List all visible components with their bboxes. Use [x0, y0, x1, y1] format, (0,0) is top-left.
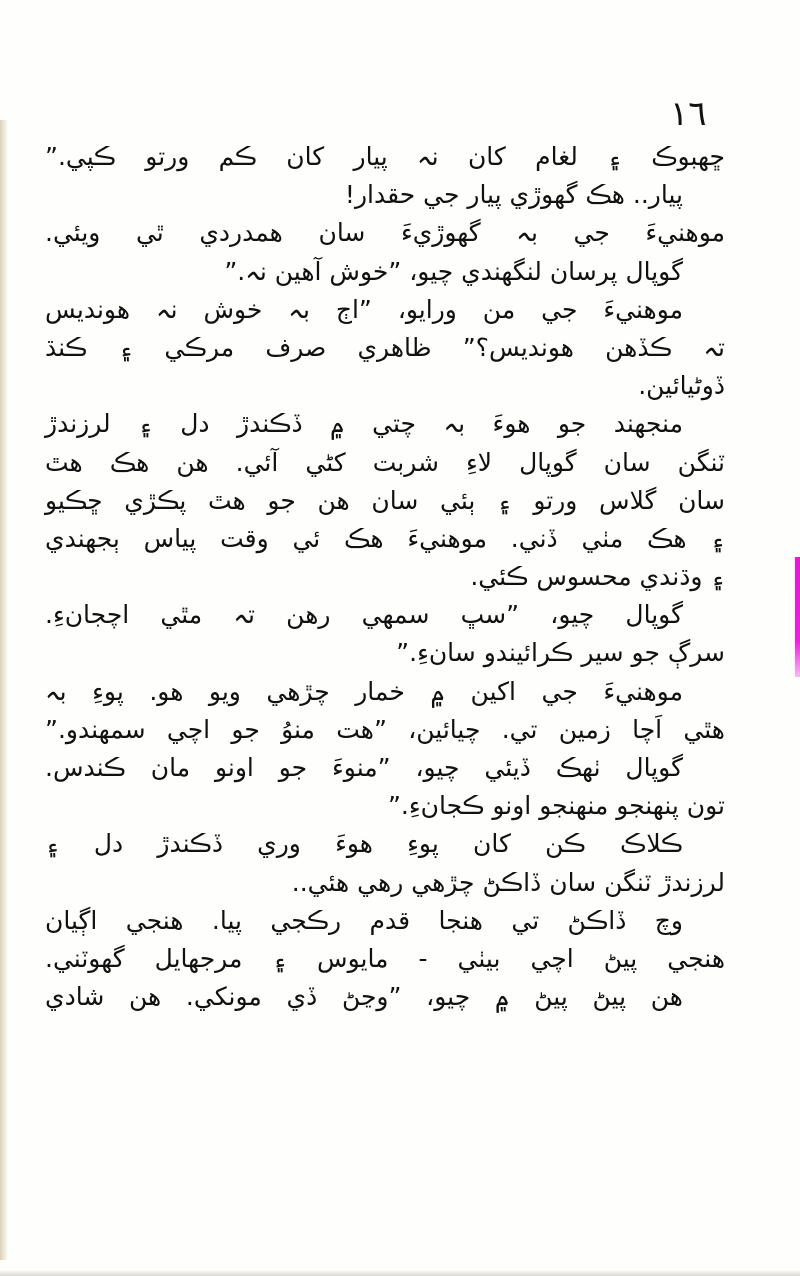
text-line: سرڳ جو سير ڪرائيندو سانءِ.” — [396, 638, 725, 668]
text-line: تون پنهنجو منهنجو اونو ڪجانءِ.” — [387, 791, 725, 821]
text-line: وچ ڏاڪڻ تي هنجا قدم رڪجي پيا. هنجي اڳيان — [45, 905, 683, 935]
text-line: تہ ڪڏهن هونديس؟” ظاهري صرف مرڪي ۽ ڪنڌ — [45, 332, 725, 362]
page-bottom-edge — [0, 1270, 800, 1276]
text-line: ٽنگن سان گوپال لاءِ شربت کڻي آئي. هن هڪ هٿ — [45, 447, 725, 477]
body-text — [45, 138, 725, 1016]
text-line: موهنيءَ جي اکين ۾ خمار چڙهي ويو هو. پوءِ بہ — [45, 676, 683, 706]
text-line: ڪلاڪ ڪن کان پوءِ هوءَ وري ڏڪندڙ دل ۽ — [45, 829, 683, 859]
edge-color-tab — [795, 557, 800, 677]
text-line: ۽ هڪ مٺي ڏني. موهنيءَ هڪ ئي وقت پياس ٻجهندي — [45, 523, 725, 553]
text-line: گوپال ٺهڪ ڏيئي چيو، ”منوءَ جو اونو مان ڪندس. — [45, 753, 683, 782]
text-line: لرزندڙ ٽنگن سان ڏاڪڻ چڙهي رهي هئي.. — [291, 867, 725, 897]
text-line: هنجي پيڻ اچي بيٺي - مايوس ۽ مرجهايل گهوٽني. — [45, 943, 725, 973]
text-line: گوپال پرسان لنگهندي چيو، ”خوش آهين نہ.” — [224, 256, 683, 286]
page-binding-edge — [0, 120, 8, 1260]
text-line: موهنيءَ جي من ورايو، ”اڄ بہ خوش نہ هونديس — [45, 294, 683, 324]
text-line: ۽ وڌندي محسوس ڪئي. — [470, 562, 725, 592]
text-line: هن پيڻ پيڻ ۾ چيو، ”وڃڻ ڏي مونکي. هن شادي — [45, 982, 683, 1012]
page-number: ١٦ — [670, 94, 707, 134]
text-line: هٿي اَچا زمين تي. چيائين، ”هت منوُ جو اچي سمهندو.” — [45, 714, 725, 744]
text-line: گوپال چيو، ”سڀ سمهي رهن تہ مٿي اچجانءِ. — [45, 600, 683, 630]
text-line: منجهند جو هوءَ بہ چتي ۾ ڏڪندڙ دل ۽ لرزندڙ — [45, 409, 683, 439]
text-line: موهنيءَ جي بہ گهوڙيءَ سان همدردي ٿي ويئي. — [45, 218, 725, 248]
text-line: ڇهبوڪ ۽ لغام کان نہ پيار کان ڪم ورتو ڪپي.” — [45, 142, 725, 171]
text-line: سان گلاس ورتو ۽ ٻئي سان هن جو هٿ پڪڙي ڇڪيو — [45, 485, 725, 515]
text-line: ڏوڻيائين. — [638, 371, 725, 401]
text-line: پيار.. هڪ گهوڙي پيار جي حقدار! — [344, 180, 683, 210]
